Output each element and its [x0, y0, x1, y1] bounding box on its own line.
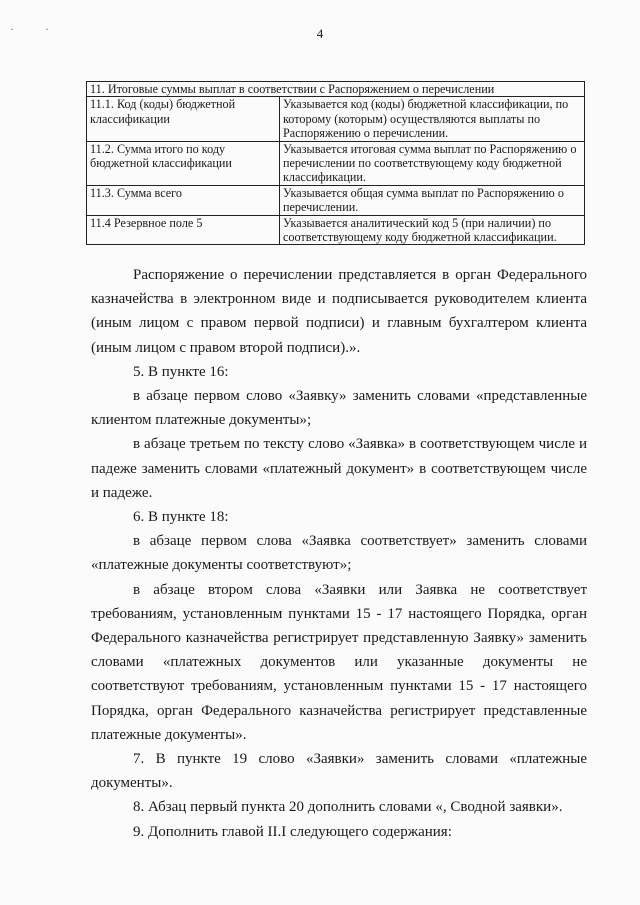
table-title-row	[87, 82, 585, 97]
table-cell-field: 11.1. Код (коды) бюджетной классификации	[87, 97, 280, 141]
table-row	[87, 215, 585, 245]
table-cell-field: 11.4 Резервное поле 5	[87, 215, 280, 245]
paragraph: 9. Дополнить главой II.I следующего содержания:	[133, 823, 452, 840]
paragraph: Распоряжение о перечислении представляется в орган Федерального казначейства в электронном виде и подписывается руководителем клиента (иным лицом с правом первой подписи) и главным бухгалтером клиента (иным лицом с правом второй подписи).».	[91, 267, 587, 356]
paragraph: 6. В пункте 18:	[133, 509, 229, 526]
table-cell-field: 11.3. Сумма всего	[87, 185, 280, 215]
paragraph: 7. В пункте 19 слово «Заявки» заменить словами «платежные документы».	[91, 751, 587, 792]
paragraph: в абзаце первом слово «Заявку» заменить словами «представленные клиентом платежные документы»;	[91, 388, 587, 429]
table-cell-description: Указывается итоговая сумма выплат по Распоряжению о перечислении по соответствующему коду бюджетной классификации.	[280, 141, 585, 185]
page-number: 4	[316, 26, 324, 41]
table-cell-field: 11.2. Сумма итого по коду бюджетной классификации	[87, 141, 280, 185]
paragraph: 5. В пункте 16:	[133, 363, 229, 380]
table-row	[87, 97, 585, 141]
table-cell-description: Указывается код (коды) бюджетной классификации, по которому (которым) осуществляются выплаты по Распоряжению о перечислении.	[280, 97, 585, 141]
paragraph: 8. Абзац первый пункта 20 дополнить словами «, Сводной заявки».	[133, 799, 563, 816]
paragraph: в абзаце третьем по тексту слово «Заявка» в соответствующем числе и падеже заменить словами «платежный документ» в соответствующем числе и падеже.	[91, 436, 587, 501]
scan-marks: · ·	[10, 22, 63, 36]
table-row	[87, 185, 585, 215]
table-row	[87, 141, 585, 185]
table-title: 11. Итоговые суммы выплат в соответствии с Распоряжением о перечислении	[87, 82, 585, 97]
table-cell-description: Указывается общая сумма выплат по Распоряжению о перечислении.	[280, 185, 585, 215]
document-body	[91, 263, 587, 844]
table-cell-description: Указывается аналитический код 5 (при наличии) по соответствующему коду бюджетной классификации.	[280, 215, 585, 245]
paragraph: в абзаце втором слова «Заявки или Заявка не соответствует требованиям, установленным пунктами 15 - 17 настоящего Порядка, орган Федерального казначейства регистрирует представленную Заявку» заменить словами «платежных документов или указанные документы не соответствуют требованиям, установленным пунктами 15 - 17 настоящего Порядка, орган Федерального казначейства регистрирует представленные платежные документы».	[91, 581, 587, 743]
payments-table	[86, 81, 585, 245]
paragraph: в абзаце первом слова «Заявка соответствует» заменить словами «платежные документы соответствуют»;	[91, 533, 587, 574]
